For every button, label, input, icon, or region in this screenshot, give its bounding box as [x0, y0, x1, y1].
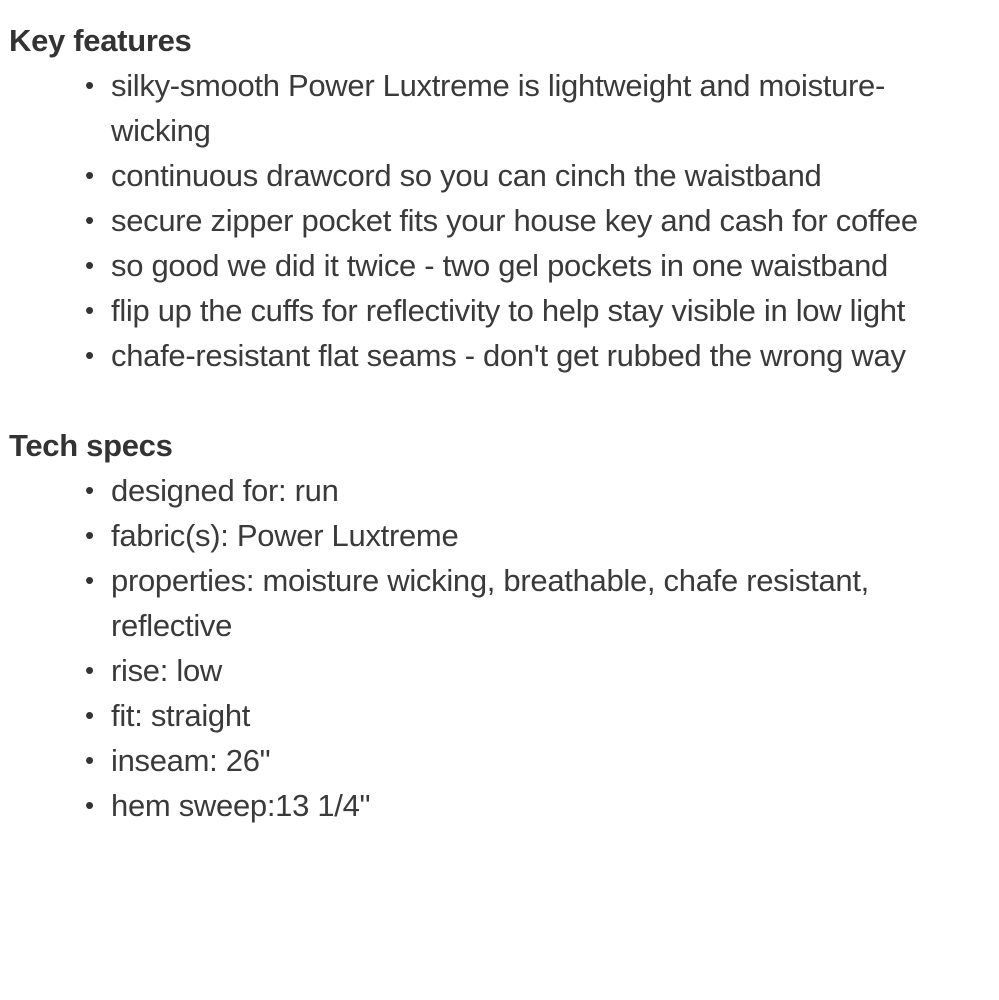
- key-feature-text: silky-smooth Power Luxtreme is lightweight and moisture-wicking: [111, 68, 886, 148]
- key-features-section: [9, 18, 979, 378]
- bullet-icon: •: [85, 745, 94, 775]
- tech-spec-text: designed for: run: [111, 473, 339, 508]
- key-features-heading: Key features: [9, 23, 192, 58]
- section-spacer: [9, 378, 979, 423]
- tech-spec-item: [85, 648, 979, 693]
- key-feature-item: [85, 288, 979, 333]
- key-features-list: [9, 63, 979, 378]
- bullet-icon: •: [85, 70, 94, 100]
- tech-spec-item: [85, 738, 979, 783]
- key-feature-text: so good we did it twice - two gel pockets in one waistband: [111, 248, 888, 283]
- key-feature-item: [85, 153, 979, 198]
- bullet-icon: •: [85, 295, 94, 325]
- bullet-icon: •: [85, 160, 94, 190]
- tech-spec-text: rise: low: [111, 653, 222, 688]
- bullet-icon: •: [85, 565, 94, 595]
- tech-spec-text: fabric(s): Power Luxtreme: [111, 518, 459, 553]
- key-feature-text: secure zipper pocket fits your house key and cash for coffee: [111, 203, 918, 238]
- tech-spec-item: [85, 468, 979, 513]
- tech-specs-list: [9, 468, 979, 828]
- key-feature-text: chafe-resistant flat seams - don't get rubbed the wrong way: [111, 338, 906, 373]
- key-feature-text: continuous drawcord so you can cinch the waistband: [111, 158, 822, 193]
- tech-specs-section: [9, 423, 979, 828]
- key-feature-item: [85, 198, 979, 243]
- bullet-icon: •: [85, 655, 94, 685]
- bullet-icon: •: [85, 520, 94, 550]
- key-feature-item: [85, 63, 979, 153]
- tech-spec-item: [85, 693, 979, 738]
- tech-spec-item: [85, 513, 979, 558]
- tech-spec-text: properties: moisture wicking, breathable, chafe resistant, reflective: [111, 563, 869, 643]
- key-feature-item: [85, 243, 979, 288]
- tech-spec-text: inseam: 26": [111, 743, 271, 778]
- bullet-icon: •: [85, 340, 94, 370]
- key-feature-item: [85, 333, 979, 378]
- tech-spec-item: [85, 558, 979, 648]
- key-feature-text: flip up the cuffs for reflectivity to help stay visible in low light: [111, 293, 906, 328]
- bullet-icon: •: [85, 700, 94, 730]
- tech-spec-text: hem sweep:13 1/4": [111, 788, 371, 823]
- tech-specs-heading: Tech specs: [9, 428, 173, 463]
- bullet-icon: •: [85, 790, 94, 820]
- tech-spec-text: fit: straight: [111, 698, 251, 733]
- bullet-icon: •: [85, 250, 94, 280]
- bullet-icon: •: [85, 475, 94, 505]
- bullet-icon: •: [85, 205, 94, 235]
- tech-spec-item: [85, 783, 979, 828]
